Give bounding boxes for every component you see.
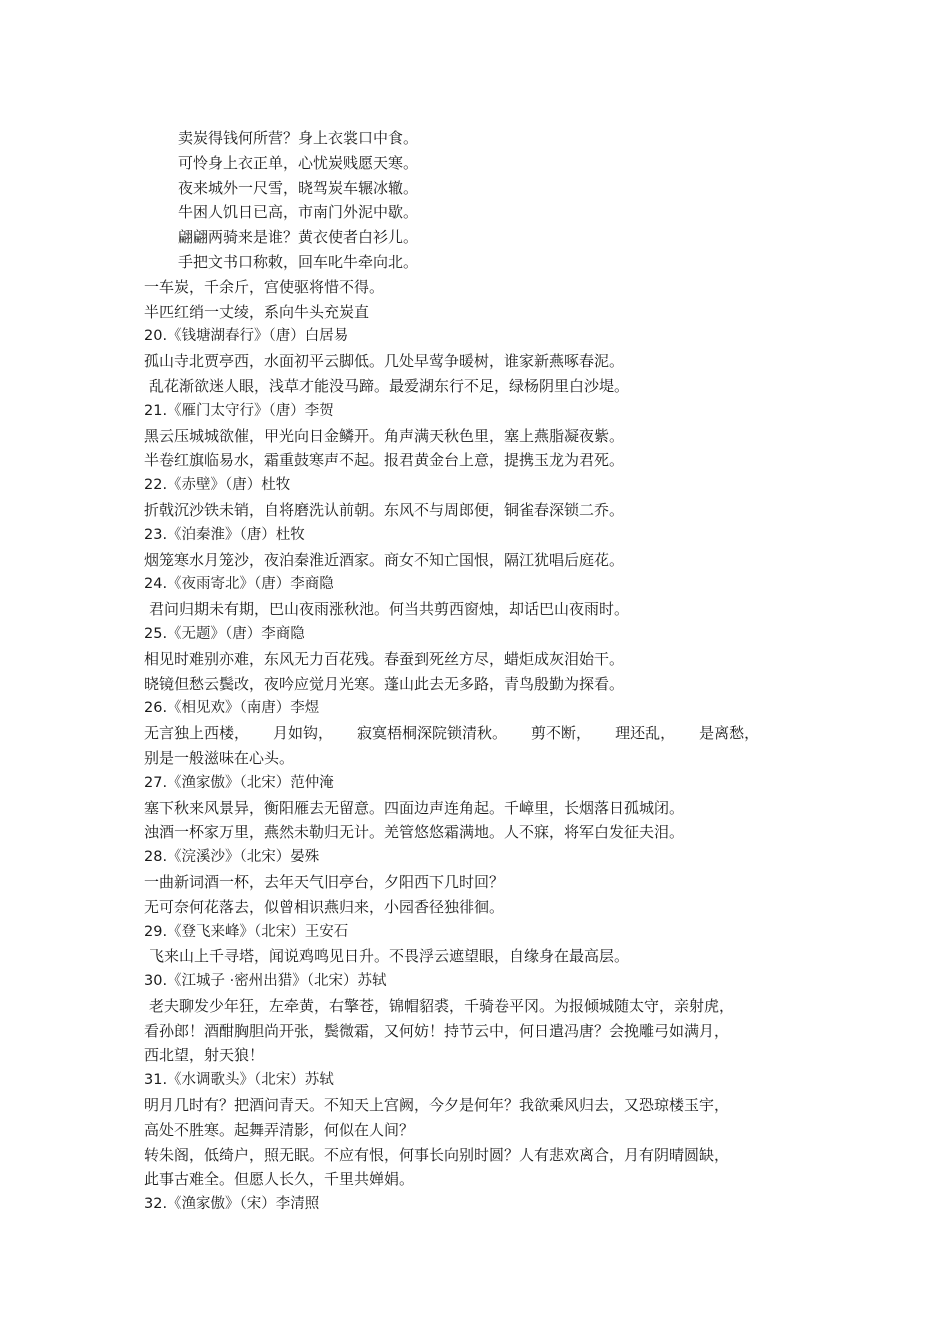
- text-line: 夜来城外一尺雪，晓驾炭车辗冰辙。: [178, 178, 419, 197]
- text-line: 老夫聊发少年狂，左牵黄，右擎苍，锦帽貂裘，千骑卷平冈。为报倾城随太守，亲射虎，: [149, 996, 735, 1015]
- text-line: 翩翩两骑来是谁？黄衣使者白衫儿。: [178, 228, 419, 247]
- text-line: 可怜身上衣正单，心忧炭贱愿天寒。: [178, 153, 419, 172]
- text-line: 此事古难全。但愿人长久，千里共婵娟。: [144, 1170, 415, 1189]
- text-fragment: 理还乱，: [615, 724, 676, 743]
- poem-heading: 28.《浣溪沙》（北宋）晏殊: [144, 849, 320, 866]
- text-line: 黑云压城城欲催，甲光向日金鳞开。角声满天秋色里，塞上燕脂凝夜紫。: [144, 426, 625, 445]
- poem-heading: 32.《渔家傲》（宋）李清照: [144, 1196, 320, 1213]
- text-line: 君问归期未有期，巴山夜雨涨秋池。何当共剪西窗烛，却话巴山夜雨时。: [149, 600, 630, 619]
- poem-heading: 24.《夜雨寄北》（唐）李商隐: [144, 576, 334, 593]
- poem-heading: 22.《赤壁》（唐）杜牧: [144, 477, 291, 494]
- text-line-spaced: [144, 721, 814, 746]
- text-fragment: 无言独上西楼，: [144, 724, 250, 743]
- text-line: 乱花渐欲迷人眼，浅草才能没马蹄。最爱湖东行不足，绿杨阴里白沙堤。: [149, 376, 630, 395]
- poem-heading: 30.《江城子 ·密州出猎》（北宋）苏轼: [144, 973, 387, 990]
- text-line: 卖炭得钱何所营？身上衣裳口中食。: [178, 129, 419, 147]
- text-fragment: 是离愁，: [699, 724, 760, 743]
- text-fragment: 月如钩，: [273, 724, 334, 743]
- poem-heading: 26.《相见欢》（南唐）李煜: [144, 700, 320, 717]
- text-line: 高处不胜寒。起舞弄清影，何似在人间？: [144, 1120, 415, 1139]
- poem-text-body: [144, 126, 814, 1217]
- text-line: 孤山寺北贾亭西，水面初平云脚低。几处早莺争暖树，谁家新燕啄春泥。: [144, 352, 625, 371]
- text-line: 半匹红绡一丈绫，系向牛头充炭直: [144, 302, 370, 321]
- text-line: 牛困人饥日已高，市南门外泥中歇。: [178, 203, 419, 222]
- text-line: 无可奈何花落去，似曾相识燕归来，小园香径独徘徊。: [144, 897, 505, 916]
- text-fragment: 寂寞梧桐深院锁清秋。: [357, 724, 508, 743]
- text-line: 西北望，射天狼！: [144, 1046, 265, 1065]
- text-line: 转朱阁，低绮户，照无眠。不应有恨，何事长向别时圆？人有悲欢离合，月有阴晴圆缺，: [144, 1145, 730, 1164]
- text-fragment: 剪不断，: [531, 724, 592, 743]
- text-line: 浊酒一杯家万里，燕然未勒归无计。羌管悠悠霜满地。人不寐，将军白发征夫泪。: [144, 823, 685, 842]
- poem-heading: 31.《水调歌头》（北宋）苏轼: [144, 1072, 334, 1089]
- text-line: 一车炭，千余斤，宫使驱将惜不得。: [144, 277, 385, 296]
- text-line: 一曲新词酒一杯，去年天气旧亭台，夕阳西下几时回？: [144, 872, 505, 891]
- text-line: 塞下秋来风景异，衡阳雁去无留意。四面边声连角起。千嶂里，长烟落日孤城闭。: [144, 798, 685, 817]
- text-line: 折戟沉沙铁未销，自将磨洗认前朝。东风不与周郎便，铜雀春深锁二乔。: [144, 500, 625, 519]
- text-line: 别是一般滋味在心头。: [144, 748, 295, 767]
- text-line: 看孙郎！酒酣胸胆尚开张，鬓微霜，又何妨！持节云中，何日遣冯唐？会挽雕弓如满月，: [144, 1021, 730, 1040]
- text-line: 飞来山上千寻塔，闻说鸡鸣见日升。不畏浮云遮望眼，自缘身在最高层。: [149, 947, 630, 966]
- poem-heading: 27.《渔家傲》（北宋）范仲淹: [144, 774, 334, 791]
- poem-heading: 23.《泊秦淮》（唐）杜牧: [144, 526, 305, 543]
- text-line: 相见时难别亦难，东风无力百花残。春蚕到死丝方尽，蜡炬成灰泪始干。: [144, 649, 625, 668]
- text-line: 晓镜但愁云鬓改，夜吟应觉月光寒。蓬山此去无多路，青鸟殷勤为探看。: [144, 674, 625, 693]
- text-line: 明月几时有？把酒问青天。不知天上宫阙，今夕是何年？我欲乘风归去，又恐琼楼玉宇，: [144, 1096, 730, 1115]
- poem-heading: 29.《登飞来峰》（北宋）王安石: [144, 923, 349, 940]
- poem-heading: 21.《雁门太守行》（唐）李贺: [144, 402, 334, 419]
- text-line: 烟笼寒水月笼沙，夜泊秦淮近酒家。商女不知亡国恨，隔江犹唱后庭花。: [144, 550, 625, 569]
- poem-heading: 20.《钱塘湖春行》（唐）白居易: [144, 328, 349, 345]
- poem-heading: 25.《无题》（唐）李商隐: [144, 625, 305, 642]
- text-line: 半卷红旗临易水，霜重鼓寒声不起。报君黄金台上意，提携玉龙为君死。: [144, 451, 625, 470]
- text-line: 手把文书口称敕，回车叱牛牵向北。: [178, 252, 419, 271]
